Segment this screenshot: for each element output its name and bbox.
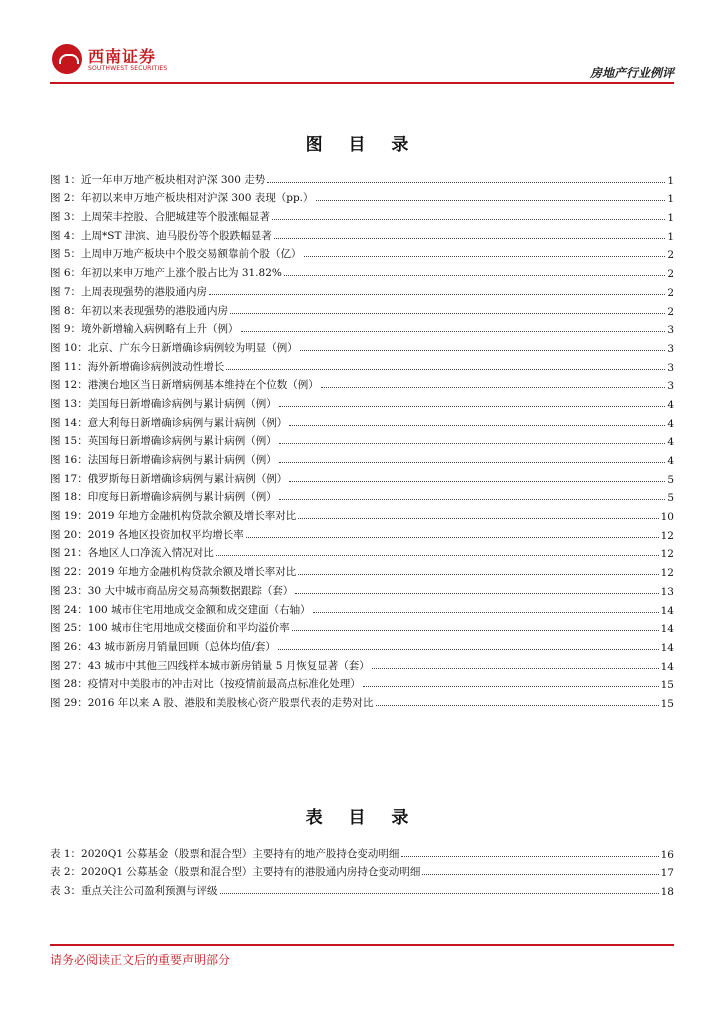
toc-leader-dots [304,255,666,257]
toc-entry-page: 5 [667,473,674,486]
header-divider [50,82,674,84]
tables-title: 表 目 录 [305,808,419,828]
toc-entry-page: 14 [660,604,674,617]
toc-leader-dots [278,648,659,650]
toc-entry-page: 15 [660,697,674,710]
toc-leader-dots [272,218,665,220]
figures-title: 图 目 录 [305,135,419,155]
toc-entry[interactable] [50,355,674,374]
toc-entry[interactable] [50,336,674,355]
toc-leader-dots [279,405,666,407]
toc-entry-label: 图 8：年初以来表现强势的港股通内房 [50,304,229,317]
toc-entry[interactable] [50,261,674,280]
toc-entry-page: 12 [660,548,674,561]
toc-entry[interactable] [50,467,674,486]
toc-leader-dots [267,181,665,183]
toc-entry-page: 15 [660,679,674,692]
toc-entry[interactable] [50,504,674,523]
toc-entry-label: 图 3：上周荣丰控股、合肥城建等个股涨幅显著 [50,211,271,224]
tables-list [50,842,674,898]
toc-entry-page: 1 [667,174,674,187]
toc-entry-label: 图 11：海外新增确诊病例波动性增长 [50,360,225,373]
toc-leader-dots [246,536,659,538]
toc-entry-page: 1 [667,193,674,206]
toc-entry-page: 4 [667,455,674,467]
toc-entry-label: 图 9：境外新增输入病例略有上升（例） [50,323,239,336]
toc-entry-page: 1 [667,212,674,225]
toc-entry[interactable] [50,243,674,262]
toc-entry-label: 图 29：2016 年以来 A 股、港股和美股核心资产股票代表的走势对比 [50,696,374,709]
toc-entry[interactable] [50,411,674,430]
toc-leader-dots [226,368,665,370]
toc-entry-label: 图 13：美国每日新增确诊病例与累计病例（例） [50,397,277,410]
toc-entry-label: 图 12：港澳台地区当日新增病例基本维持在个位数（例） [50,379,319,392]
toc-entry-page: 5 [667,492,674,505]
toc-entry-page: 3 [667,380,674,393]
toc-entry-label: 图 26：43 城市新房月销量回顾（总体均值/套） [50,640,276,653]
toc-entry-page: 2 [667,268,674,281]
toc-entry-page: 3 [667,361,674,374]
toc-entry-label: 图 21：各地区人口净流入情况对比 [50,547,214,560]
toc-entry-label: 图 5：上周申万地产板块中个股交易额靠前个股（亿） [50,248,302,261]
toc-entry-label: 图 22：2019 年地方金融机构贷款余额及增长率对比 [50,566,297,579]
toc-entry-page: 18 [660,886,674,899]
toc-leader-dots [363,685,659,687]
toc-entry-label: 图 4：上周*ST 津滨、迪马股份等个股跌幅显著 [50,229,272,242]
toc-leader-dots [279,442,666,444]
toc-leader-dots [313,611,659,613]
toc-entry-page: 4 [667,417,674,430]
toc-leader-dots [289,424,665,426]
toc-entry-page: 10 [660,511,674,524]
toc-entry[interactable] [50,448,674,467]
footer-divider [50,944,674,946]
toc-leader-dots [279,498,666,500]
toc-entry-page: 12 [660,529,674,542]
toc-entry[interactable] [50,635,674,654]
toc-entry[interactable] [50,842,674,861]
toc-entry[interactable] [50,374,674,393]
toc-entry-page: 3 [667,324,674,337]
toc-entry-label: 图 23：30 大中城市商品房交易高频数据跟踪（套） [50,584,294,597]
toc-entry[interactable] [50,168,674,187]
toc-leader-dots [372,667,659,669]
footer-disclaimer: 请务必阅读正文后的重要声明部分 [50,953,231,967]
toc-entry[interactable] [50,542,674,561]
brand-subtitle: SOUTHWEST SECURITIES [88,65,168,72]
toc-entry[interactable] [50,280,674,299]
toc-leader-dots [289,480,665,482]
toc-entry-label: 图 17：俄罗斯每日新增确诊病例与累计病例（例） [50,472,288,485]
toc-leader-dots [292,629,659,631]
toc-entry-label: 图 19：2019 年地方金融机构贷款余额及增长率对比 [50,510,297,523]
toc-entry-label: 图 25：100 城市住宅用地成交楼面价和平均溢价率 [50,622,290,635]
toc-entry-label: 图 7：上周表现强势的港股通内房 [50,285,208,298]
toc-leader-dots [209,293,665,295]
toc-entry-page: 1 [667,230,674,243]
toc-leader-dots [422,873,658,875]
toc-entry[interactable] [50,691,674,710]
brand-logo-icon [52,44,82,74]
toc-entry-label: 图 6：年初以来申万地产上涨个股占比为 31.82% [50,267,282,280]
toc-entry[interactable] [50,617,674,636]
toc-entry-page: 16 [660,848,674,861]
toc-entry[interactable] [50,224,674,243]
toc-leader-dots [230,312,665,314]
toc-leader-dots [376,704,659,706]
toc-entry-label: 表 2：2020Q1 公募基金（股票和混合型）主要持有的港股通内房持仓变动明细 [50,866,421,879]
toc-entry[interactable] [50,579,674,598]
toc-entry-label: 图 28：疫情对中美股市的冲击对比（按疫情前最高点标准化处理） [50,678,361,691]
toc-leader-dots [220,892,659,894]
toc-entry-page: 14 [660,660,674,673]
toc-entry[interactable] [50,654,674,673]
toc-leader-dots [274,237,666,239]
toc-entry-page: 12 [660,567,674,580]
toc-entry[interactable] [50,392,674,411]
toc-entry-page: 4 [667,398,674,411]
toc-entry[interactable] [50,598,674,617]
toc-entry-page: 2 [667,286,674,299]
report-type: 房地产行业例评 [589,66,674,80]
toc-entry[interactable] [50,523,674,542]
toc-entry-page: 14 [660,641,674,654]
toc-entry-page: 3 [667,342,674,355]
toc-entry-label: 图 20：2019 各地区投资加权平均增长率 [50,528,244,541]
toc-entry[interactable] [50,560,674,579]
toc-entry-label: 图 14：意大利每日新增确诊病例与累计病例（例） [50,416,288,429]
toc-entry-label: 表 1：2020Q1 公募基金（股票和混合型）主要持有的地产股持仓变动明细 [50,847,400,860]
toc-leader-dots [279,461,666,463]
toc-entry[interactable] [50,673,674,692]
toc-entry-label: 图 24：100 城市住宅用地成交金额和成交建面（右轴） [50,603,311,616]
toc-leader-dots [300,349,666,351]
toc-entry-label: 图 1：近一年申万地产板块相对沪深 300 走势 [50,173,266,186]
toc-entry-page: 2 [667,249,674,262]
toc-entry[interactable] [50,318,674,337]
toc-entry-label: 图 18：印度每日新增确诊病例与累计病例（例） [50,491,277,504]
toc-entry-page: 4 [667,436,674,449]
toc-leader-dots [298,517,658,519]
toc-leader-dots [321,386,666,388]
toc-entry[interactable] [50,205,674,224]
toc-leader-dots [298,573,658,575]
figures-list [50,168,674,710]
toc-leader-dots [401,855,658,857]
brand-logo [52,44,182,78]
toc-entry-page: 13 [660,585,674,598]
toc-leader-dots [241,330,666,332]
toc-entry[interactable] [50,861,674,880]
toc-entry-page: 2 [667,305,674,318]
toc-entry[interactable] [50,299,674,318]
toc-entry[interactable] [50,187,674,206]
toc-entry-label: 图 27：43 城市中其他三四线样本城市新房销量 5 月恢复显著（套） [50,659,370,672]
toc-entry[interactable] [50,430,674,449]
toc-leader-dots [316,199,666,201]
toc-entry[interactable] [50,879,674,898]
toc-entry-label: 图 2：年初以来申万地产板块相对沪深 300 表现（pp.） [50,192,314,205]
toc-entry-label: 表 3：重点关注公司盈利预测与评级 [50,885,218,898]
page-header [0,0,724,92]
toc-leader-dots [284,274,665,276]
toc-entry-label: 图 16：法国每日新增确诊病例与累计病例（例） [50,454,277,466]
toc-entry-page: 14 [660,623,674,636]
toc-leader-dots [295,592,658,594]
brand-name: 西南证券 [88,47,157,66]
toc-entry-page: 17 [660,867,674,880]
toc-entry-label: 图 10：北京、广东今日新增确诊病例较为明显（例） [50,341,298,354]
toc-entry[interactable] [50,486,674,505]
toc-leader-dots [216,554,659,556]
toc-entry-label: 图 15：英国每日新增确诊病例与累计病例（例） [50,435,277,448]
